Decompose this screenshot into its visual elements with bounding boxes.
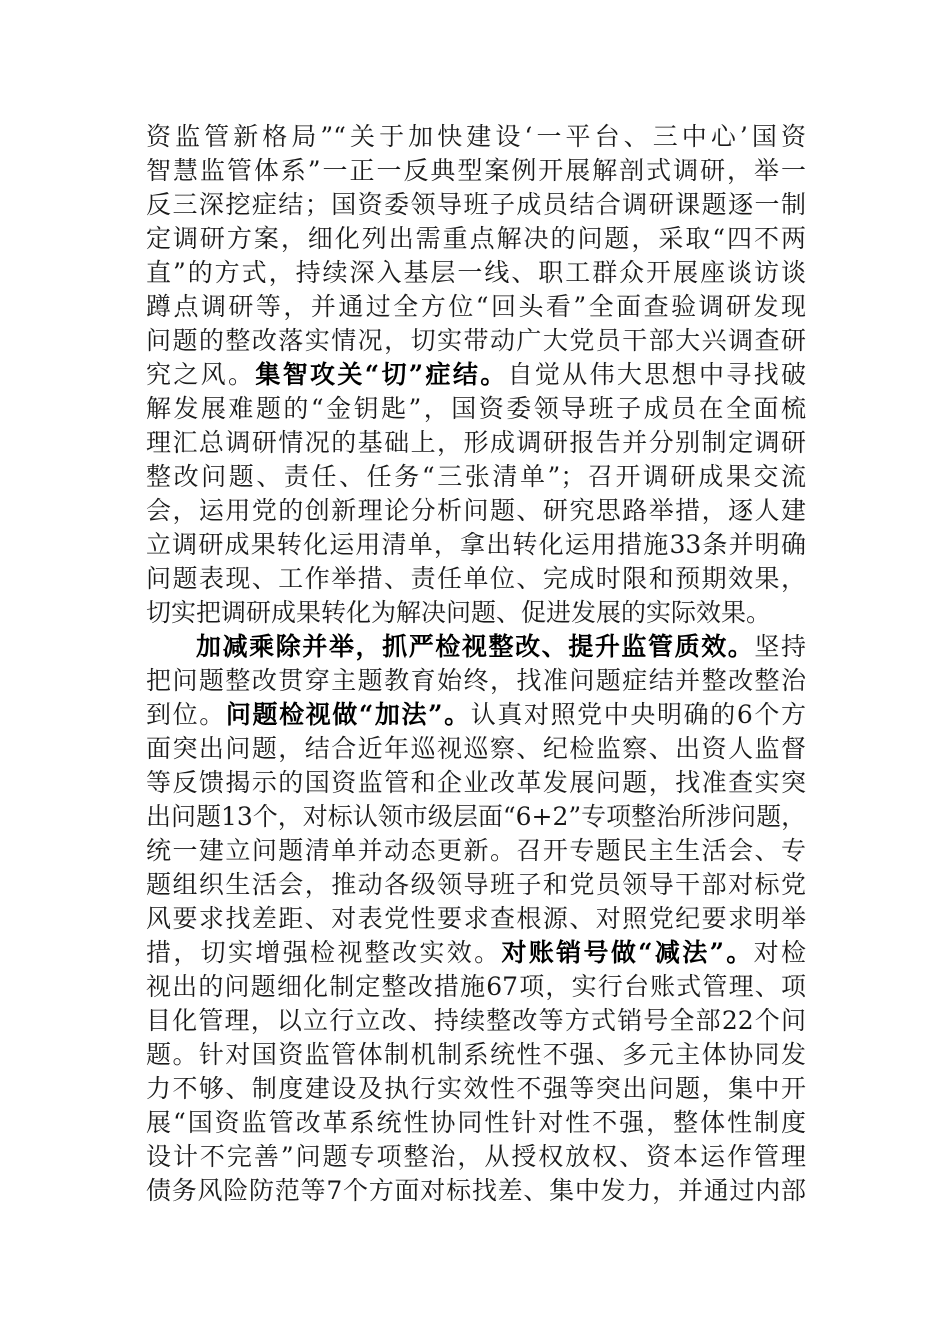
text-run: 究之风。 — [146, 360, 256, 389]
text-line: 会，运用党的创新理论分析问题、研究思路举措，逐人建 — [146, 496, 806, 525]
text-line: 展“国资监管改革系统性协同性针对性不强，整体性制度 — [146, 1108, 806, 1137]
text-line: 等反馈揭示的国资监管和企业改革发展问题，找准查实突 — [146, 768, 806, 797]
text-run: 自觉从伟大思想中寻找破 — [507, 360, 806, 389]
text-line — [146, 358, 806, 392]
text-line: 风要求找差距、对表党性要求查根源、对照党纪要求明举 — [146, 904, 806, 933]
text-line: 立调研成果转化运用清单，拿出转化运用措施33条并明确 — [146, 530, 806, 559]
text-line: 题。针对国资监管体制机制系统性不强、多元主体协同发 — [146, 1040, 806, 1069]
bold-heading: 加减乘除并举，抓严检视整改、提升监管质效。 — [196, 632, 755, 661]
text-line: 切实把调研成果转化为解决问题、促进发展的实际效果。 — [146, 598, 772, 627]
text-line: 面突出问题，结合近年巡视巡察、纪检监察、出资人监督 — [146, 734, 806, 763]
text-run: 坚持 — [754, 632, 806, 661]
text-line: 反三深挖症结；国资委领导班子成员结合调研课题逐一制 — [146, 190, 806, 219]
text-line: 债务风险防范等7个方面对标找差、集中发力，并通过内部 — [146, 1176, 806, 1205]
text-run: 措，切实增强检视整改实效。 — [146, 938, 502, 967]
text-run: 对检 — [753, 938, 806, 967]
text-line: 直”的方式，持续深入基层一线、职工群众开展座谈访谈 — [146, 258, 806, 287]
text-line — [146, 698, 806, 732]
bold-heading: 集智攻关“切”症结。 — [255, 360, 508, 389]
document-body — [146, 120, 806, 1208]
text-line: 力不够、制度建设及执行实效性不强等突出问题，集中开 — [146, 1074, 806, 1103]
text-line: 问题的整改落实情况，切实带动广大党员干部大兴调查研 — [146, 326, 806, 355]
text-line: 题组织生活会，推动各级领导班子和党员领导干部对标党 — [146, 870, 806, 899]
text-line — [146, 630, 806, 664]
text-line: 资监管新格局”“关于加快建设‘一平台、三中心’国资 — [146, 122, 806, 151]
bold-heading: 对账销号做“减法”。 — [501, 938, 754, 967]
text-line — [146, 936, 806, 970]
bold-heading: 问题检视做“加法”。 — [225, 700, 471, 729]
text-line: 目化管理，以立行立改、持续整改等方式销号全部22个问 — [146, 1006, 806, 1035]
text-line: 整改问题、责任、任务“三张清单”；召开调研成果交流 — [146, 462, 806, 491]
paragraph-1 — [146, 120, 806, 630]
text-line: 设计不完善”问题专项整治，从授权放权、资本运作管理 — [146, 1142, 806, 1171]
text-line: 出问题13个，对标认领市级层面“6+2”专项整治所涉问题， — [146, 802, 807, 831]
text-line: 解发展难题的“金钥匙”，国资委领导班子成员在全面梳 — [146, 394, 806, 423]
text-run: 到位。 — [146, 700, 226, 729]
text-line: 统一建立问题清单并动态更新。召开专题民主生活会、专 — [146, 836, 806, 865]
text-run: 认真对照党中央明确的6个方 — [470, 700, 806, 729]
text-line: 问题表现、工作举措、责任单位、完成时限和预期效果， — [146, 564, 806, 593]
text-line: 智慧监管体系”一正一反典型案例开展解剖式调研，举一 — [146, 156, 806, 185]
text-line: 定调研方案，细化列出需重点解决的问题，采取“四不两 — [146, 224, 806, 253]
text-line: 视出的问题细化制定整改措施67项，实行台账式管理、项 — [146, 972, 806, 1001]
text-line: 把问题整改贯穿主题教育始终，找准问题症结并整改整治 — [146, 666, 806, 695]
paragraph-2 — [146, 630, 806, 1208]
text-line: 理汇总调研情况的基础上，形成调研报告并分别制定调研 — [146, 428, 806, 457]
text-line: 蹲点调研等，并通过全方位“回头看”全面查验调研发现 — [146, 292, 806, 321]
